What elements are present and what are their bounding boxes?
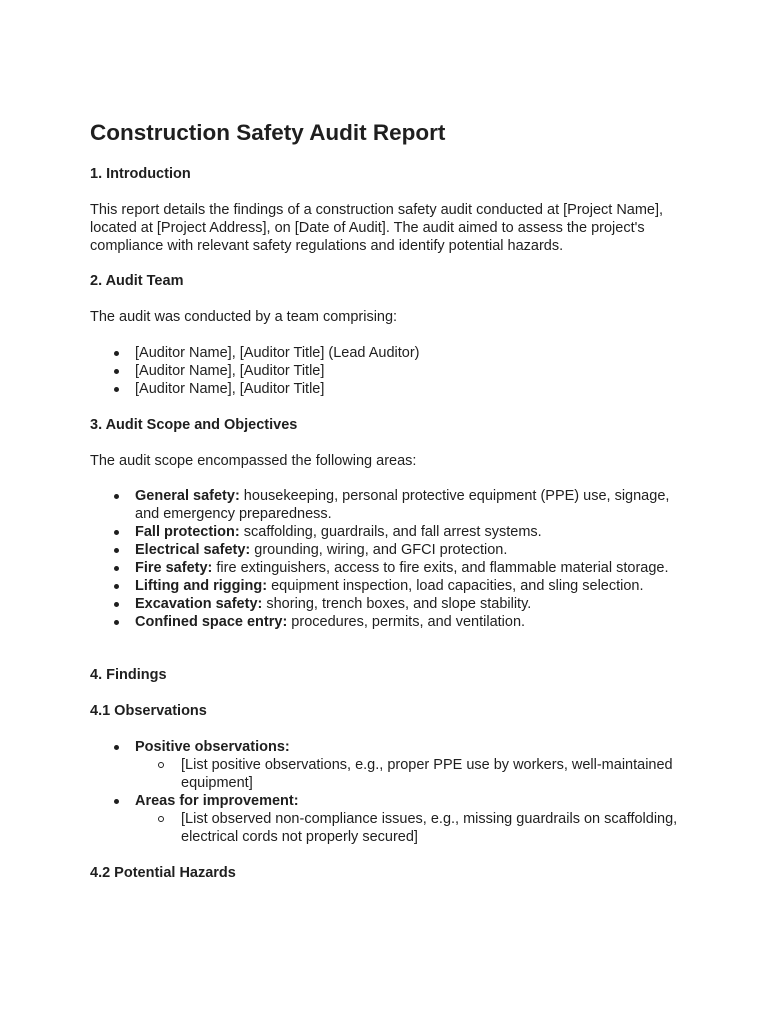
list-item xyxy=(90,541,680,559)
sub-list-item: [List observed non-compliance issues, e.g., missing guardrails on scaffolding, electrical cords not properly secured] xyxy=(135,810,680,846)
observations-list xyxy=(90,738,680,846)
item-label: Confined space entry: xyxy=(135,614,288,630)
subsection-heading-observations: 4.1 Observations xyxy=(90,703,207,719)
item-text: shoring, trench boxes, and slope stability. xyxy=(262,596,532,612)
scope-areas-list xyxy=(90,487,680,631)
audit-team-list xyxy=(90,344,680,398)
item-text: fire extinguishers, access to fire exits, and flammable material storage. xyxy=(212,560,669,576)
list-item xyxy=(90,613,680,631)
sub-list-item: [List positive observations, e.g., proper PPE use by workers, well-maintained equipment] xyxy=(135,756,680,792)
list-item: [Auditor Name], [Auditor Title] xyxy=(90,380,680,398)
section-heading-scope: 3. Audit Scope and Objectives xyxy=(90,417,298,433)
item-text: housekeeping, personal protective equipment (PPE) use, signage, and emergency preparedness. xyxy=(135,488,670,522)
list-item xyxy=(90,792,680,846)
improvement-areas-label: Areas for improvement: xyxy=(135,793,299,809)
list-item xyxy=(90,487,680,523)
list-item xyxy=(90,595,680,613)
item-label: Excavation safety: xyxy=(135,596,263,612)
document-title: Construction Safety Audit Report xyxy=(90,120,446,145)
positive-observations-sublist xyxy=(135,756,680,792)
audit-team-paragraph: The audit was conducted by a team comprising: xyxy=(90,309,398,325)
introduction-paragraph: This report details the findings of a construction safety audit conducted at [Project Name], located at [Project Address], on [Date of Audit]. The audit aimed to assess the project's compliance with relevant safety regulations and identify potential hazards. xyxy=(90,202,664,254)
item-label: Electrical safety: xyxy=(135,542,251,558)
item-label: General safety: xyxy=(135,488,240,504)
list-item xyxy=(90,523,680,541)
list-item: [Auditor Name], [Auditor Title] xyxy=(90,362,680,380)
item-text: equipment inspection, load capacities, and sling selection. xyxy=(267,578,644,594)
list-item xyxy=(90,559,680,577)
item-text: grounding, wiring, and GFCI protection. xyxy=(250,542,508,558)
section-heading-findings: 4. Findings xyxy=(90,667,167,683)
item-label: Fire safety: xyxy=(135,560,213,576)
scope-paragraph: The audit scope encompassed the following areas: xyxy=(90,453,417,469)
section-heading-audit-team: 2. Audit Team xyxy=(90,273,184,289)
list-item xyxy=(90,577,680,595)
item-text: scaffolding, guardrails, and fall arrest systems. xyxy=(239,524,542,540)
list-item: [Auditor Name], [Auditor Title] (Lead Auditor) xyxy=(90,344,680,362)
item-text: procedures, permits, and ventilation. xyxy=(287,614,526,630)
positive-observations-label: Positive observations: xyxy=(135,739,290,755)
subsection-heading-hazards: 4.2 Potential Hazards xyxy=(90,865,236,881)
improvement-areas-sublist xyxy=(135,810,680,846)
list-item xyxy=(90,738,680,792)
section-heading-introduction: 1. Introduction xyxy=(90,166,191,182)
item-label: Fall protection: xyxy=(135,524,240,540)
item-label: Lifting and rigging: xyxy=(135,578,268,594)
